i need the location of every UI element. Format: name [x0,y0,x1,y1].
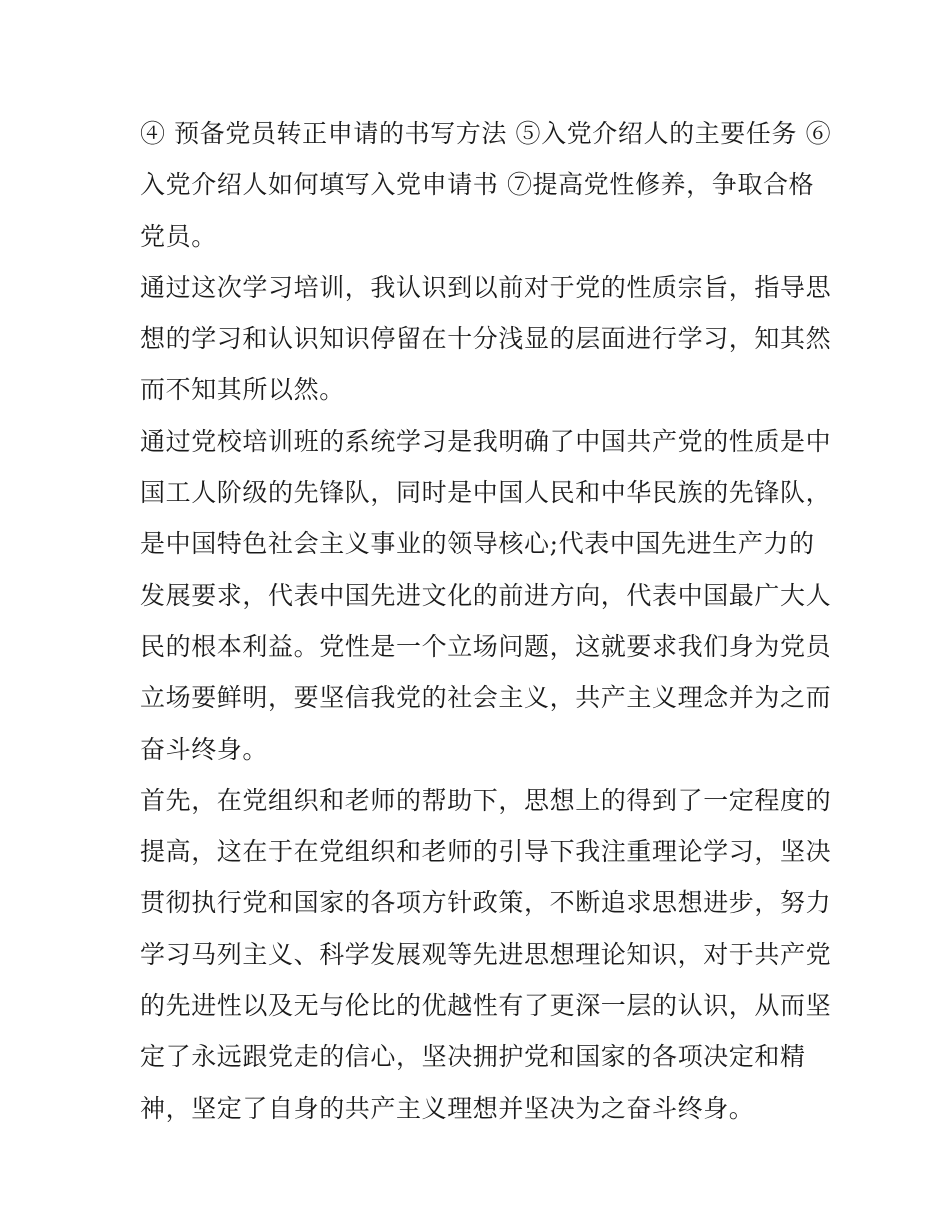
text-line: 的先进性以及无与伦比的优越性有了更深一层的认识，从而坚 [140,991,832,1021]
text-line: 发展要求，代表中国先进文化的前进方向，代表中国最广大人 [140,580,832,610]
text-line: 学习马列主义、科学发展观等先进思想理论知识，对于共产党 [140,939,832,969]
text-line: 提高，这在于在党组织和老师的引导下我注重理论学习，坚决 [140,837,832,867]
text-line: ④ 预备党员转正申请的书写方法 ⑤入党介绍人的主要任务 ⑥ [140,119,832,148]
text-line: 而不知其所以然。 [140,375,345,405]
document-body [140,108,830,1134]
text-line: 首先，在党组织和老师的帮助下，思想上的得到了一定程度的 [140,785,832,815]
text-line: 通过这次学习培训，我认识到以前对于党的性质宗旨，指导思 [140,272,832,302]
text-line: 想的学习和认识知识停留在十分浅显的层面进行学习，知其然 [140,324,832,354]
text-line: 神，坚定了自身的共产主义理想并坚决为之奋斗终身。 [140,1093,755,1123]
text-line: 贯彻执行党和国家的各项方针政策，不断追求思想进步，努力 [140,888,832,918]
text-line: 入党介绍人如何填写入党申请书 ⑦提高党性修养，争取合格 [140,170,815,200]
text-line: 党员。 [140,221,217,251]
text-line: 国工人阶级的先锋队，同时是中国人民和中华民族的先锋队， [140,478,832,508]
text-line: 奋斗终身。 [140,734,269,764]
text-line: 定了永远跟党走的信心，坚决拥护党和国家的各项决定和精 [140,1042,806,1072]
text-line: 通过党校培训班的系统学习是我明确了中国共产党的性质是中 [140,426,832,456]
text-line: 是中国特色社会主义事业的领导核心;代表中国先进生产力的 [140,529,815,559]
text-line: 民的根本利益。党性是一个立场问题，这就要求我们身为党员 [140,631,832,661]
text-line: 立场要鲜明，要坚信我党的社会主义，共产主义理念并为之而 [140,683,832,713]
